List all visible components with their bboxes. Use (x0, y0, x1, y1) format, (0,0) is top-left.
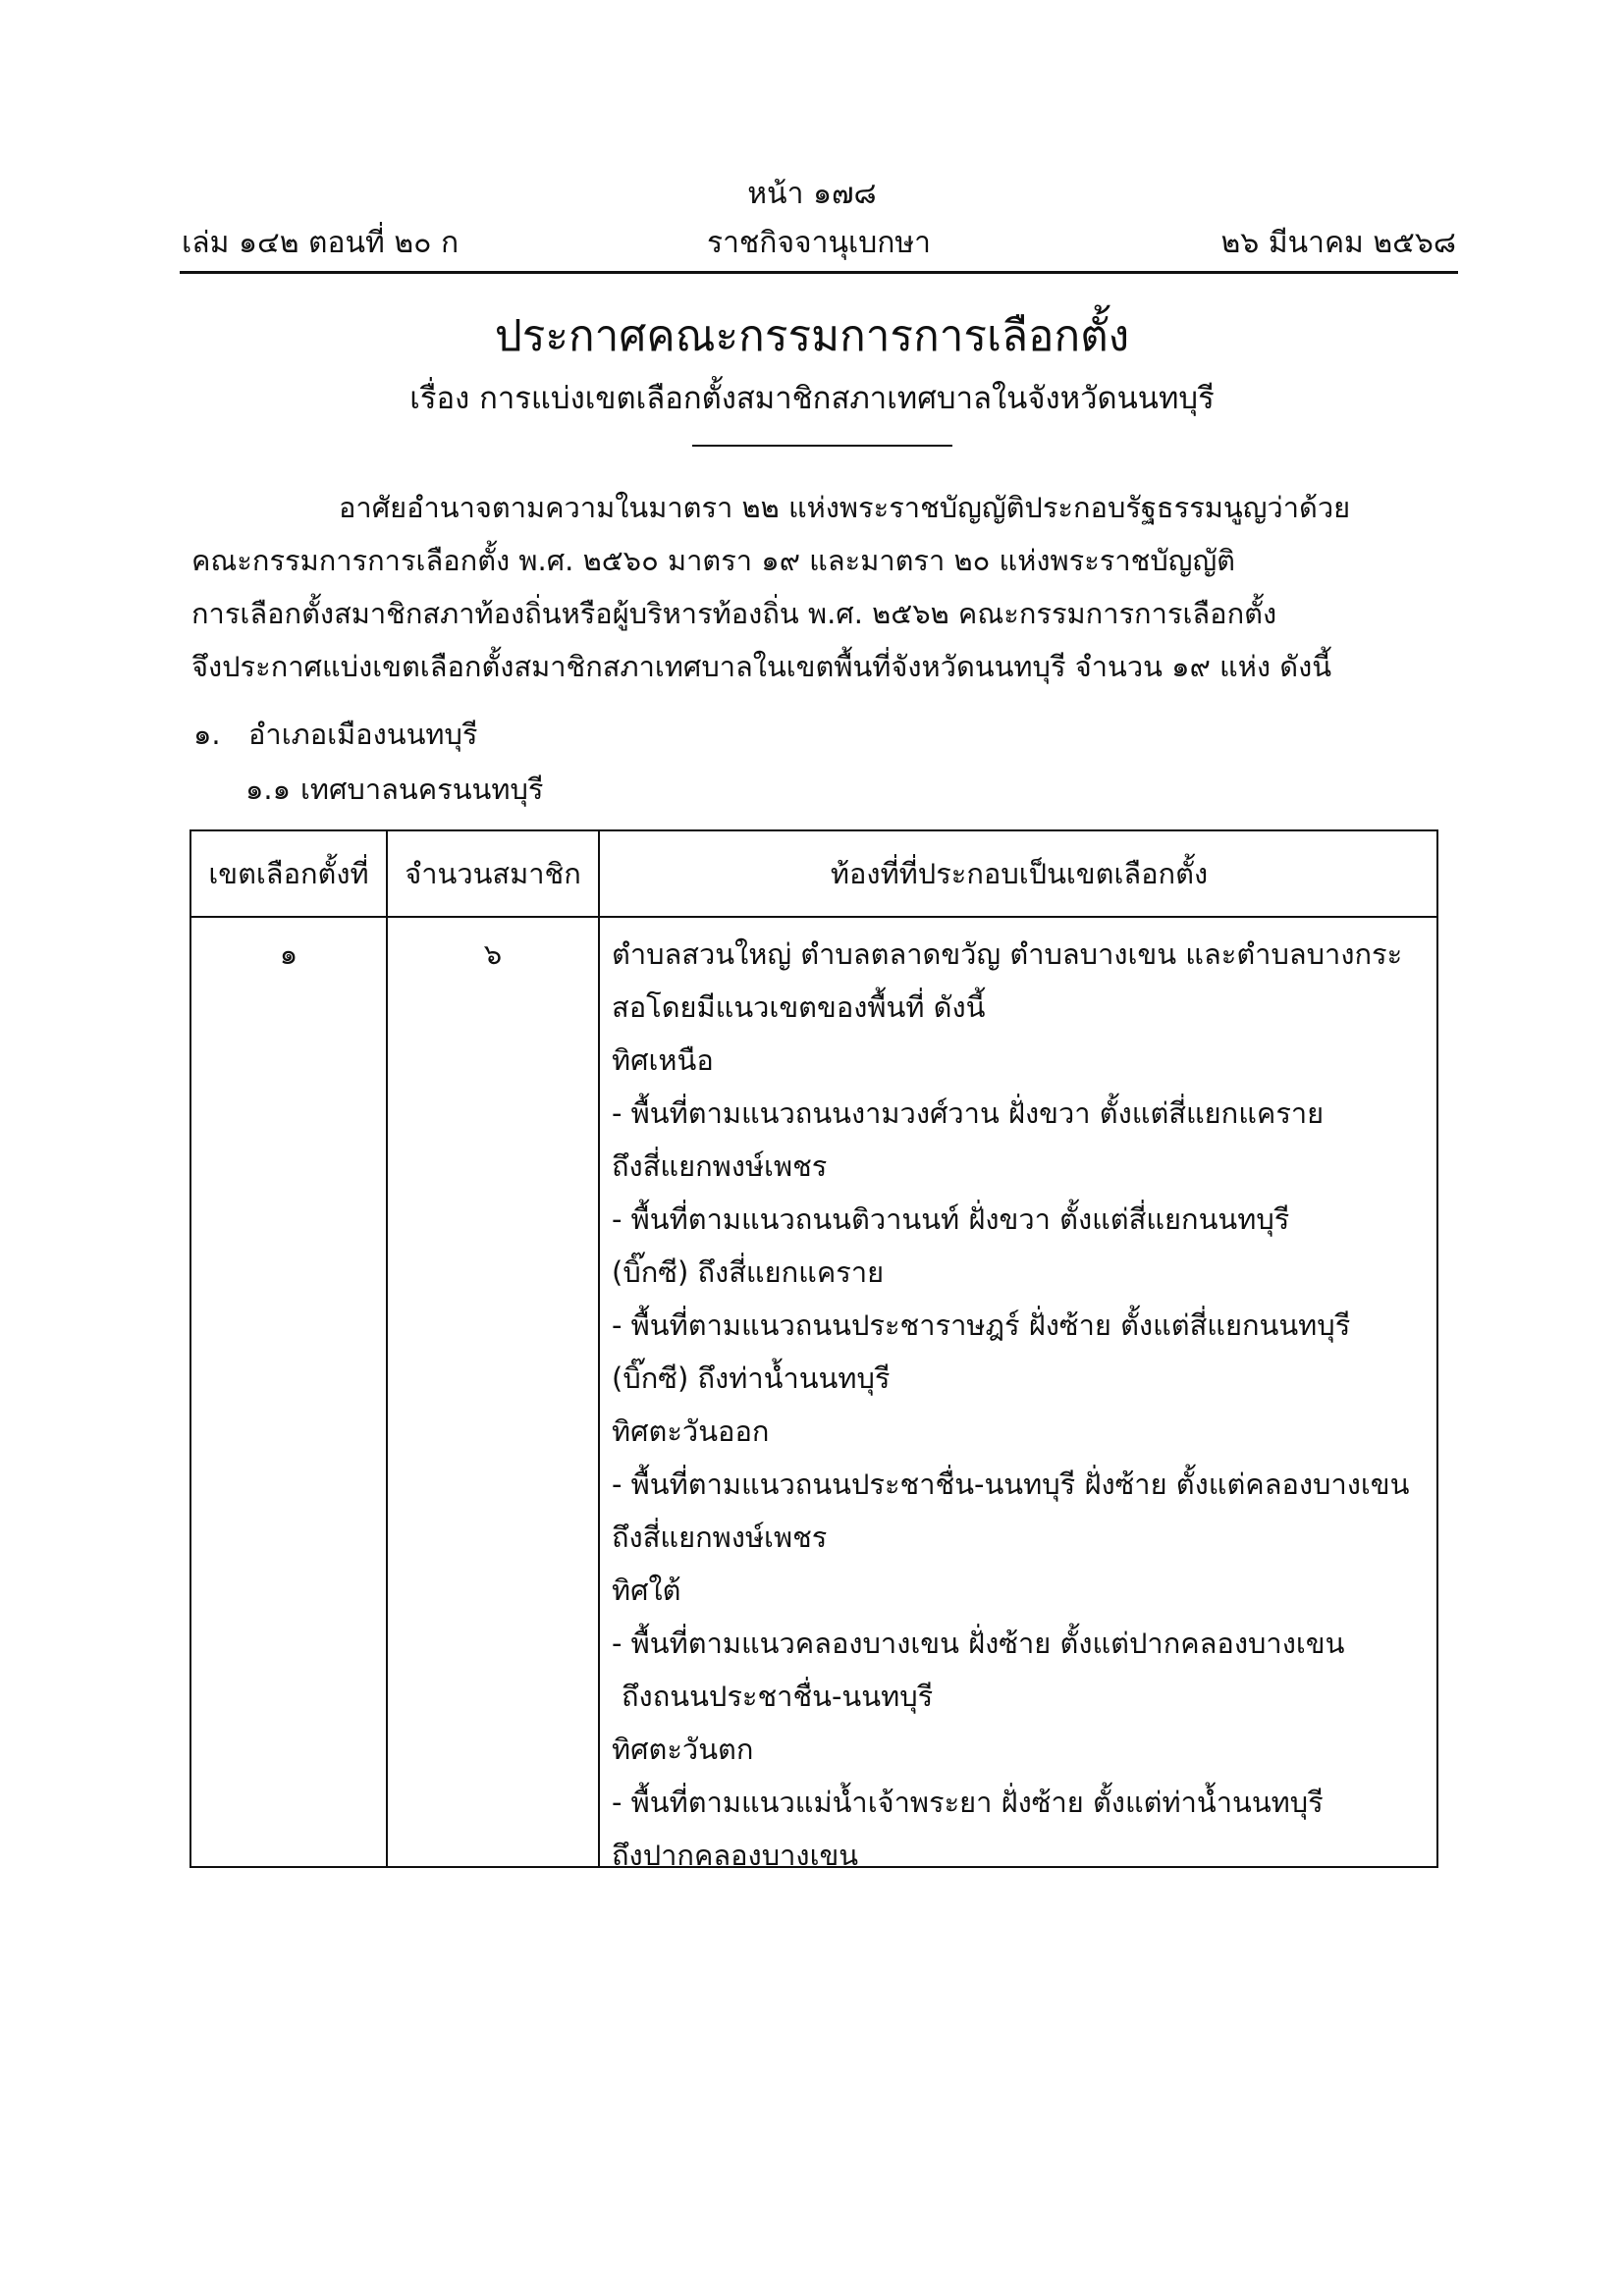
page-number: หน้า ๑๗๘ (747, 177, 877, 211)
preamble-paragraph (191, 481, 1448, 693)
section-number: ๑. (193, 718, 221, 751)
direction-north: ทิศเหนือ (612, 1043, 714, 1077)
header-divider (180, 271, 1458, 274)
subsection-label: เทศบาลนครนนทบุรี (300, 773, 544, 806)
gazette-header (182, 222, 1456, 265)
area-line: - พื้นที่ตามแนวถนนประชาชื่น-นนทบุรี ฝั่งซ้าย ตั้งแต่คลองบางเขน (612, 1468, 1410, 1501)
header-district: เขตเลือกตั้งที่ (208, 857, 369, 890)
district-number: ๑ (279, 937, 298, 971)
direction-south: ทิศใต้ (612, 1574, 681, 1607)
column-divider (386, 831, 388, 1866)
direction-east: ทิศตะวันออก (612, 1415, 770, 1448)
area-line: (บิ๊กซี) ถึงสี่แยกแคราย (612, 1255, 885, 1289)
header-members: จำนวนสมาชิก (405, 857, 581, 890)
subsection-heading (245, 766, 543, 813)
direction-west: ทิศตะวันตก (612, 1733, 754, 1766)
section-label: อำเภอเมืองนนทบุรี (248, 718, 478, 751)
area-line: - พื้นที่ตามแนวถนนประชาราษฎร์ ฝั่งซ้าย ตั้งแต่สี่แยกนนทบุรี (612, 1308, 1351, 1342)
area-line: - พื้นที่ตามแนวถนนติวานนท์ ฝั่งขวา ตั้งแต่สี่แยกนนทบุรี (612, 1202, 1290, 1236)
preamble-line: คณะกรรมการการเลือกตั้ง พ.ศ. ๒๕๖๐ มาตรา ๑๙ และมาตรา ๒๐ แห่งพระราชบัญญัติ (191, 544, 1235, 577)
area-line: - พื้นที่ตามแนวถนนงามวงศ์วาน ฝั่งขวา ตั้งแต่สี่แยกแคราย (612, 1096, 1325, 1130)
publication-name: ราชกิจจานุเบกษา (706, 226, 932, 260)
preamble-line: จึงประกาศแบ่งเขตเลือกตั้งสมาชิกสภาเทศบาลในเขตพื้นที่จังหวัดนนทบุรี จำนวน ๑๙ แห่ง ดังนี้ (191, 650, 1332, 683)
header-area: ท้องที่ที่ประกอบเป็นเขตเลือกตั้ง (830, 857, 1209, 890)
announcement-subject: เรื่อง การแบ่งเขตเลือกตั้งสมาชิกสภาเทศบาลในจังหวัดนนทบุรี (409, 381, 1215, 416)
area-line: ตำบลสวนใหญ่ ตำบลตลาดขวัญ ตำบลบางเขน และตำบลบางกระ (612, 937, 1403, 971)
area-line: - พื้นที่ตามแนวแม่น้ำเจ้าพระยา ฝั่งซ้าย ตั้งแต่ท่าน้ำนนทบุรี (612, 1786, 1324, 1819)
area-line: ถึงปากคลองบางเขน (612, 1839, 859, 1872)
publication-date: ๒๖ มีนาคม ๒๕๖๘ (1220, 226, 1456, 260)
member-count: ๖ (483, 937, 503, 971)
section-heading (193, 711, 478, 758)
area-description (612, 928, 1427, 1882)
volume-issue: เล่ม ๑๔๒ ตอนที่ ๒๐ ก (182, 226, 460, 260)
area-line: ถึงสี่แยกพงษ์เพชร (612, 1521, 828, 1554)
area-line: (บิ๊กซี) ถึงท่าน้ำนนทบุรี (612, 1362, 891, 1395)
area-line: สอโดยมีแนวเขตของพื้นที่ ดังนี้ (612, 990, 986, 1024)
area-line: ถึงสี่แยกพงษ์เพชร (612, 1149, 828, 1183)
district-table (189, 829, 1438, 1872)
preamble-line: การเลือกตั้งสมาชิกสภาท้องถิ่นหรือผู้บริหารท้องถิ่น พ.ศ. ๒๕๖๒ คณะกรรมการการเลือกตั้ง (191, 597, 1277, 630)
subsection-number: ๑.๑ (245, 773, 292, 806)
area-line: - พื้นที่ตามแนวคลองบางเขน ฝั่งซ้าย ตั้งแต่ปากคลองบางเขน (612, 1627, 1345, 1660)
announcement-title: ประกาศคณะกรรมการการเลือกตั้ง (494, 311, 1130, 361)
area-line: ถึงถนนประชาชื่น-นนทบุรี (622, 1680, 934, 1713)
title-divider (692, 445, 952, 447)
column-divider (598, 831, 600, 1866)
header-row-divider (191, 916, 1436, 918)
preamble-line: อาศัยอำนาจตามความในมาตรา ๒๒ แห่งพระราชบัญญัติประกอบรัฐธรรมนูญว่าด้วย (339, 491, 1351, 524)
